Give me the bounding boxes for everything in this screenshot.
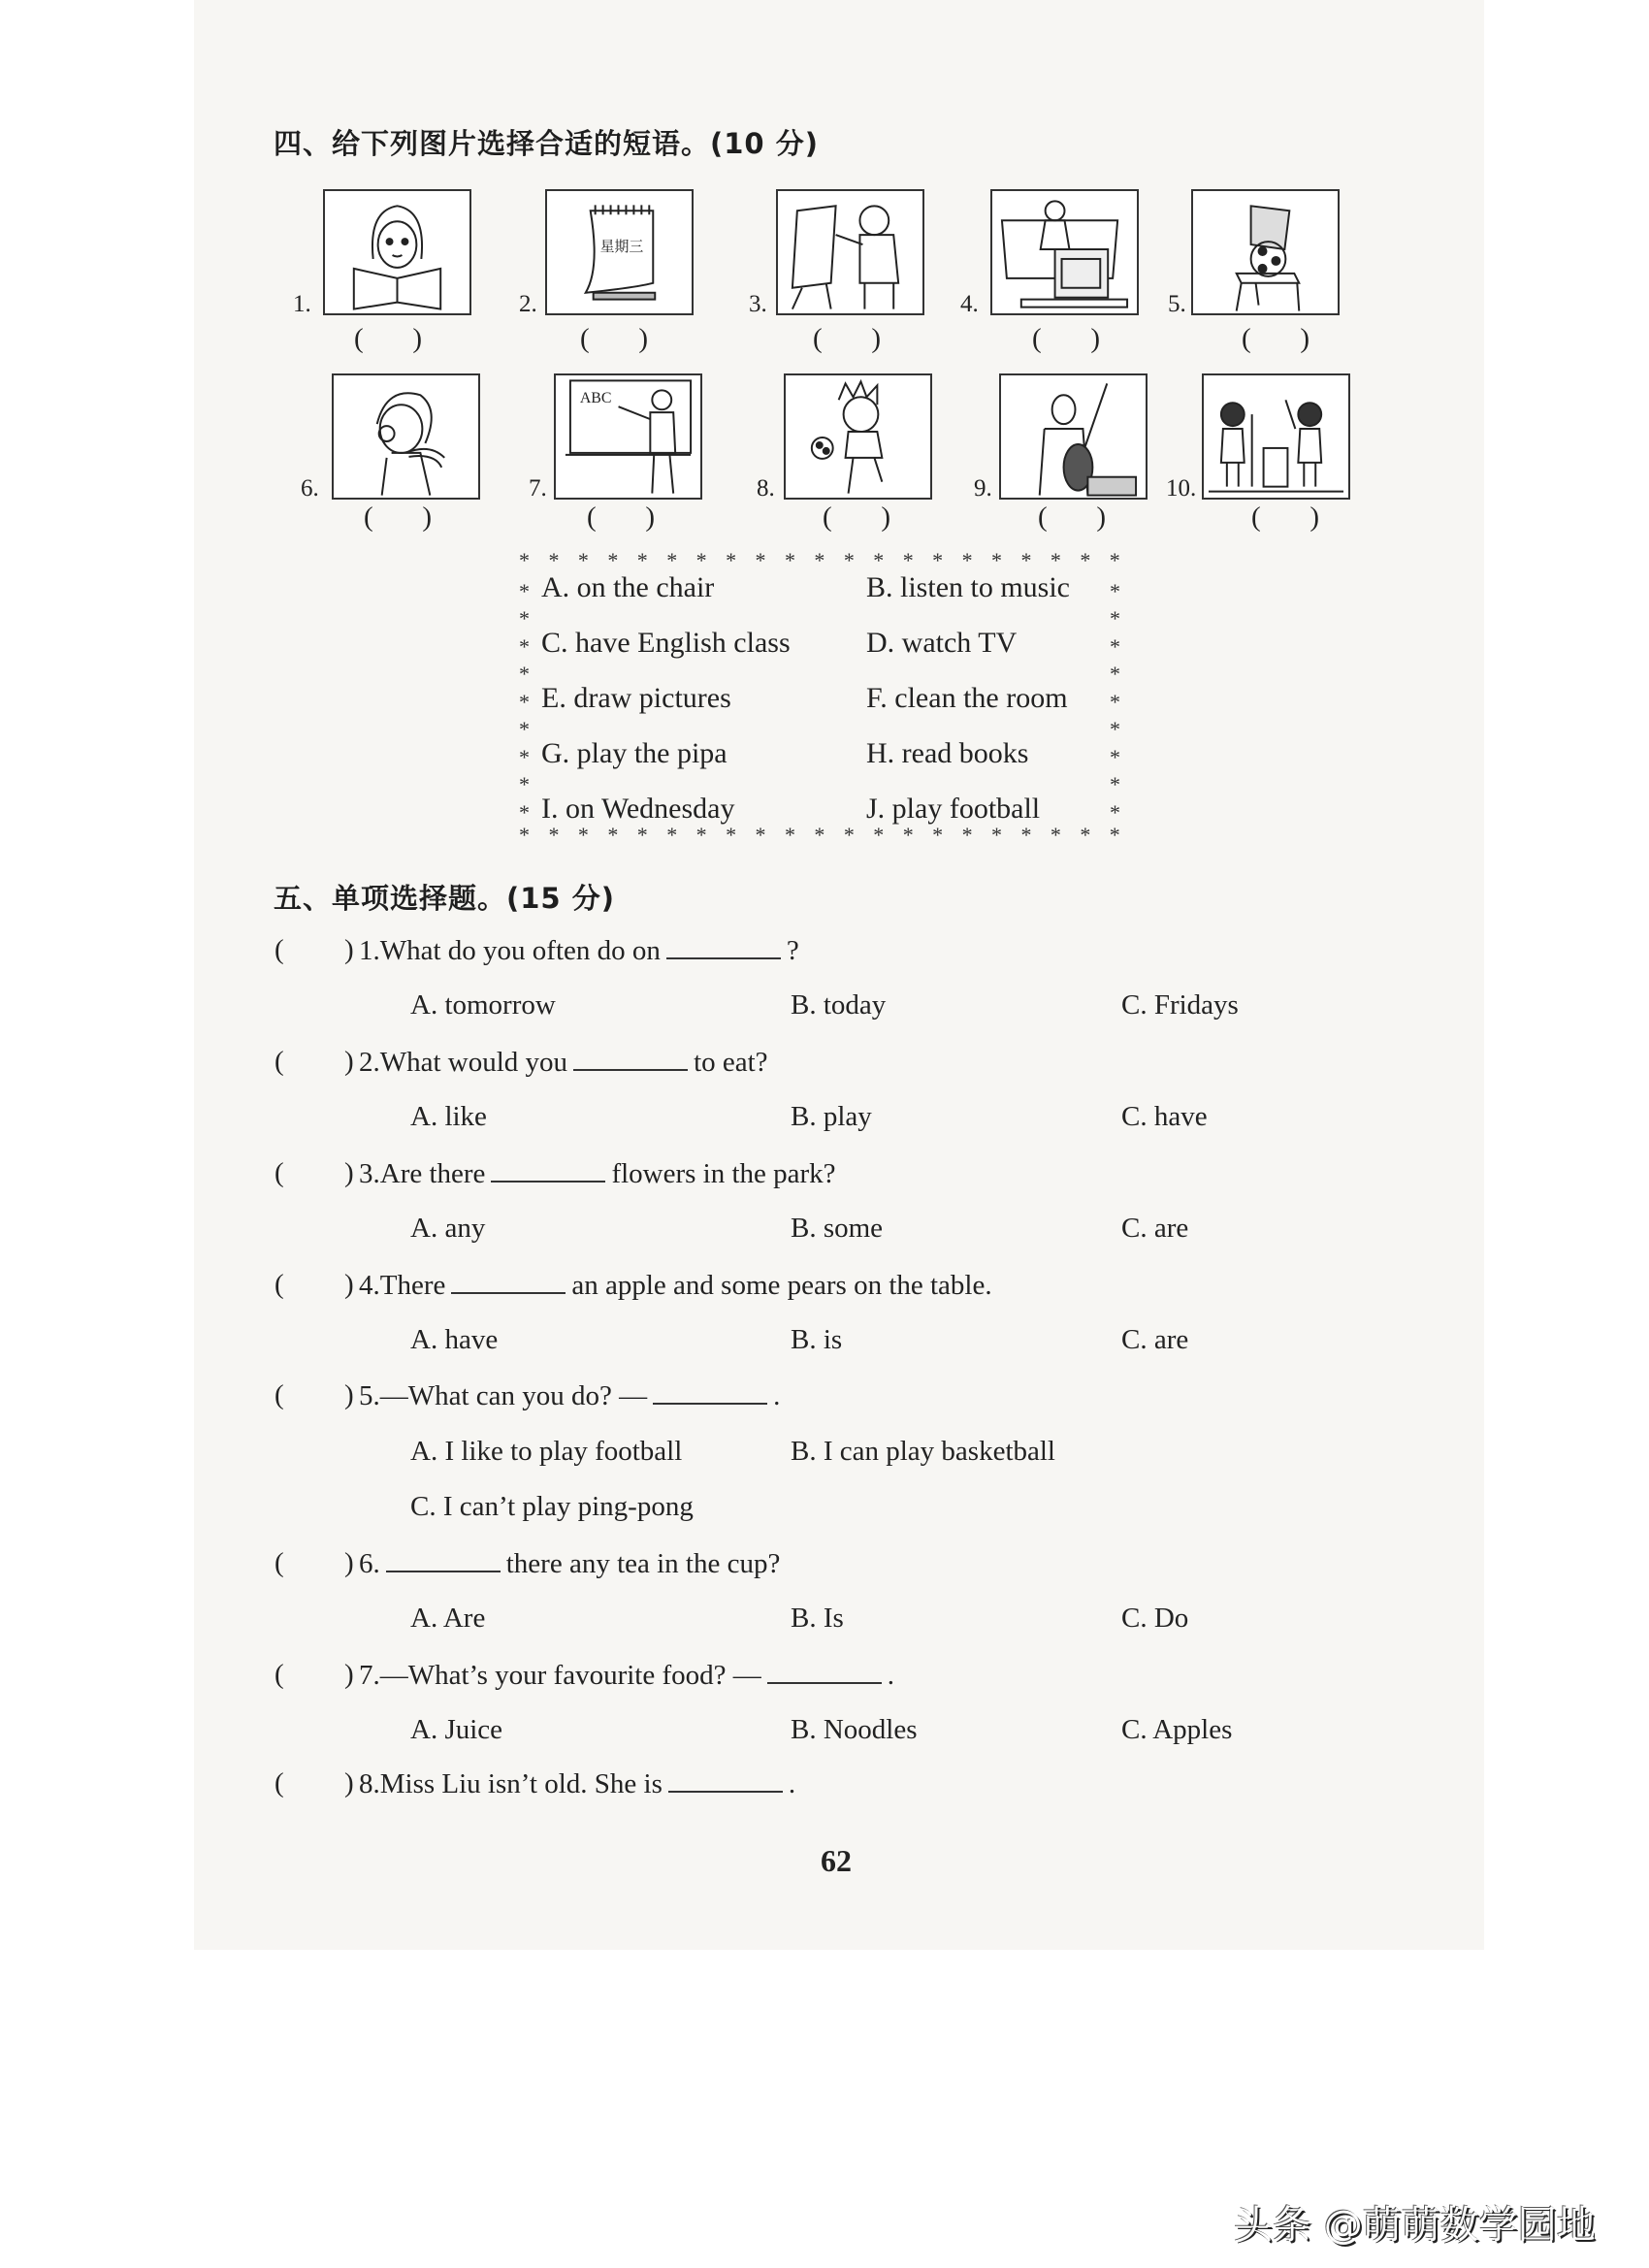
paren-open: ( — [813, 323, 823, 354]
phrase-option-d: D. watch TV — [866, 627, 1018, 659]
section-5-title: 五、单项选择题。(15 分) — [274, 882, 615, 915]
answer-blank — [666, 934, 781, 959]
question-7-options — [0, 1714, 1649, 1769]
man-watching-tv-icon — [990, 189, 1139, 315]
paren-close: ) — [1090, 323, 1100, 354]
question-3-options — [0, 1213, 1649, 1268]
phrase-option-i: I. on Wednesday — [541, 793, 735, 825]
paren-close: ) — [1310, 502, 1319, 533]
option-b: B. I can play basketball — [791, 1436, 1055, 1467]
answer-paren-close[interactable]: ) — [344, 1547, 354, 1578]
question-3 — [0, 1157, 1649, 1213]
picture-number: 10. — [1166, 475, 1197, 502]
question-1-options — [0, 989, 1649, 1045]
paren-open: ( — [1251, 502, 1261, 533]
answer-paren-open[interactable]: ( — [275, 1767, 284, 1798]
answer-paren-open[interactable]: ( — [275, 1379, 284, 1410]
paren-open: ( — [587, 502, 597, 533]
question-text: 5.—What can you do? — . — [359, 1380, 781, 1411]
option-a: A. Are — [410, 1603, 486, 1634]
answer-blank — [767, 1659, 882, 1684]
phrase-option-b: B. listen to music — [866, 571, 1070, 603]
answer-paren-8[interactable] — [823, 502, 890, 534]
phrase-option-c: C. have English class — [541, 627, 791, 659]
picture-number: 3. — [749, 291, 767, 317]
question-2 — [0, 1046, 1649, 1101]
answer-paren-close[interactable]: ) — [344, 1269, 354, 1300]
star-border-top: * * * * * * * * * * * * * * * * * * * * * — [519, 548, 1120, 572]
answer-blank — [573, 1046, 688, 1071]
option-a: A. tomorrow — [410, 989, 556, 1021]
option-c: C. Apples — [1121, 1714, 1233, 1745]
girl-reading-book-icon — [323, 189, 471, 315]
paren-close: ) — [412, 323, 422, 354]
woman-playing-pipa-icon — [999, 373, 1148, 500]
question-5-options-2 — [0, 1491, 1649, 1546]
option-b: B. today — [791, 989, 887, 1021]
option-a: A. like — [410, 1101, 487, 1132]
answer-paren-2[interactable] — [580, 323, 648, 355]
answer-paren-1[interactable] — [354, 323, 422, 355]
answer-paren-5[interactable] — [1242, 323, 1310, 355]
girl-with-headphones-icon — [332, 373, 480, 500]
question-7 — [0, 1659, 1649, 1714]
phrase-option-g: G. play the pipa — [541, 737, 728, 769]
answer-paren-close[interactable]: ) — [344, 1046, 354, 1077]
picture-number: 8. — [757, 475, 775, 502]
answer-paren-6[interactable] — [364, 502, 432, 534]
paren-open: ( — [364, 502, 373, 533]
option-b: B. Noodles — [791, 1714, 918, 1745]
option-a: A. I like to play football — [410, 1436, 683, 1467]
answer-paren-close[interactable]: ) — [344, 1379, 354, 1410]
answer-paren-open[interactable]: ( — [275, 1157, 284, 1188]
paren-close: ) — [638, 323, 648, 354]
question-text: 2.What would you to eat? — [359, 1047, 768, 1078]
question-text: 1.What do you often do on ? — [359, 935, 799, 966]
picture-number: 4. — [960, 291, 979, 317]
question-4-options — [0, 1324, 1649, 1379]
star-border-bottom: * * * * * * * * * * * * * * * * * * * * * — [519, 823, 1120, 847]
option-b: B. some — [791, 1213, 884, 1244]
answer-blank — [386, 1547, 501, 1572]
picture-number: 1. — [293, 291, 311, 317]
paren-close: ) — [422, 502, 432, 533]
answer-paren-close[interactable]: ) — [344, 1767, 354, 1798]
picture-number: 5. — [1168, 291, 1186, 317]
answer-paren-open[interactable]: ( — [275, 1659, 284, 1690]
picture-number: 9. — [974, 475, 992, 502]
phrase-option-f: F. clean the room — [866, 682, 1068, 714]
answer-paren-10[interactable] — [1251, 502, 1319, 534]
answer-paren-open[interactable]: ( — [275, 1046, 284, 1077]
paren-close: ) — [1096, 502, 1106, 533]
question-text: 6. there any tea in the cup? — [359, 1548, 781, 1579]
option-b: B. Is — [791, 1603, 844, 1634]
picture-number: 2. — [519, 291, 537, 317]
question-text: 7.—What’s your favourite food? — . — [359, 1660, 895, 1691]
phrase-option-e: E. draw pictures — [541, 682, 731, 714]
answer-paren-close[interactable]: ) — [344, 1659, 354, 1690]
question-text: 3.Are there flowers in the park? — [359, 1158, 836, 1189]
picture-number: 7. — [529, 475, 547, 502]
paren-open: ( — [1242, 323, 1251, 354]
paren-close: ) — [871, 323, 881, 354]
children-cleaning-icon — [1202, 373, 1350, 500]
question-2-options — [0, 1101, 1649, 1156]
question-6-options — [0, 1603, 1649, 1658]
answer-paren-9[interactable] — [1038, 502, 1106, 534]
question-text: 4.There an apple and some pears on the table. — [359, 1270, 992, 1301]
option-c: C. have — [1121, 1101, 1208, 1132]
answer-paren-open[interactable]: ( — [275, 934, 284, 965]
watermark: 头条 @萌萌数学园地 — [1234, 2203, 1596, 2248]
phrase-option-a: A. on the chair — [541, 571, 715, 603]
section-4-title: 四、给下列图片选择合适的短语。(10 分) — [274, 127, 819, 160]
teacher-at-blackboard-icon — [554, 373, 702, 500]
answer-blank — [491, 1157, 605, 1183]
answer-blank — [451, 1269, 566, 1294]
answer-paren-7[interactable] — [587, 502, 655, 534]
phrase-options-box: * * * * * * * * * * * * * * * * * * * * * * * * * * * * * * * * * * * * * * * * * * * * * * * * * * * * * * * * * * * * A. on the chair B. listen to music C. have English class D. watch TV E. draw pictures F. clean the room G. play the pipa H. read books I. on Wednesday J. play football — [519, 548, 1120, 847]
question-text: 8.Miss Liu isn’t old. She is . — [359, 1768, 796, 1799]
question-6 — [0, 1547, 1649, 1603]
question-5-options — [0, 1436, 1649, 1491]
paren-open: ( — [1032, 323, 1042, 354]
option-c: C. are — [1121, 1213, 1189, 1244]
page-number: 62 — [821, 1843, 852, 1878]
phrase-option-h: H. read books — [866, 737, 1029, 769]
paren-open: ( — [580, 323, 590, 354]
option-b: B. is — [791, 1324, 843, 1355]
girl-drawing-icon — [776, 189, 924, 315]
option-a: A. any — [410, 1213, 486, 1244]
question-4 — [0, 1269, 1649, 1324]
calendar-icon — [545, 189, 694, 315]
paren-close: ) — [881, 502, 890, 533]
option-c: C. Fridays — [1121, 989, 1239, 1021]
paren-open: ( — [354, 323, 364, 354]
answer-paren-close[interactable]: ) — [344, 1157, 354, 1188]
calendar-text: 星期三 — [599, 238, 644, 256]
paren-open: ( — [823, 502, 832, 533]
phrase-option-j: J. play football — [866, 793, 1041, 825]
option-c: C. I can’t play ping-pong — [410, 1491, 694, 1522]
answer-blank — [668, 1767, 783, 1793]
answer-paren-close[interactable]: ) — [344, 934, 354, 965]
blackboard-text: ABC — [579, 390, 612, 407]
paren-close: ) — [645, 502, 655, 533]
option-b: B. play — [791, 1101, 872, 1132]
answer-paren-3[interactable] — [813, 323, 881, 355]
picture-number: 6. — [301, 475, 319, 502]
question-1 — [0, 934, 1649, 989]
option-c: C. Do — [1121, 1603, 1189, 1634]
paren-open: ( — [1038, 502, 1048, 533]
answer-blank — [653, 1379, 767, 1405]
answer-paren-open[interactable]: ( — [275, 1547, 284, 1578]
question-8 — [0, 1767, 1649, 1823]
question-5 — [0, 1379, 1649, 1435]
paren-close: ) — [1300, 323, 1310, 354]
boy-playing-football-icon — [784, 373, 932, 500]
option-a: A. have — [410, 1324, 499, 1355]
answer-paren-4[interactable] — [1032, 323, 1100, 355]
option-a: A. Juice — [410, 1714, 503, 1745]
ball-on-chair-icon — [1191, 189, 1340, 315]
answer-paren-open[interactable]: ( — [275, 1269, 284, 1300]
option-c: C. are — [1121, 1324, 1189, 1355]
